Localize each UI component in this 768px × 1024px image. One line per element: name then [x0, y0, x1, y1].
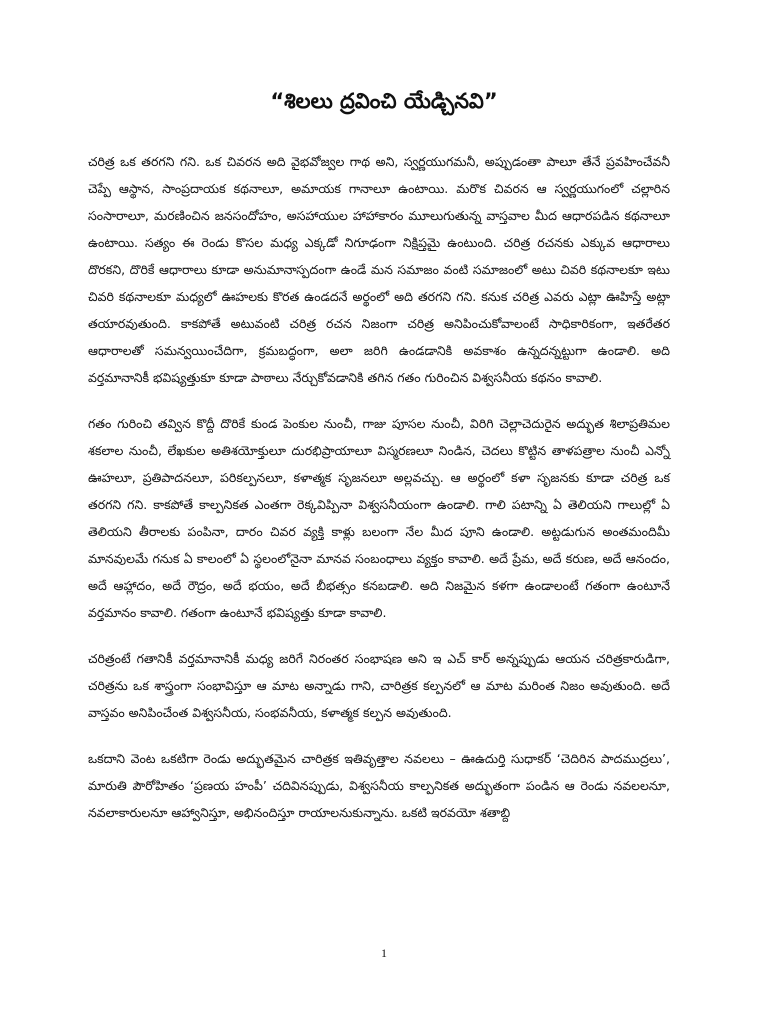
paragraph-3: చరిత్రంటే గతానికీ వర్తమానానికీ మధ్య జరిగే నిరంతర సంభాషణ అని ఇ ఎచ్ కార్ అన్నప్పుడు ఆయన చరిత్రకారుడిగా, చరిత్రను ఒక శాస్త్రంగా సంభావిస్తూ ఆ మాట అన్నాడు గాని, చారిత్రక కల్పనలో ఆ మాట మరింత నిజం అవుతుంది. అదే వాస్తవం అనిపించేంత విశ్వసనీయ, సంభవనీయ, కళాత్మక కల్పన అవుతుంది.	[88, 651, 670, 720]
document-title: “శిలలు ద్రవించి యేడ్చినవి”	[270, 89, 498, 113]
paragraph-2: గతం గురించి తవ్విన కొద్దీ దొరికే కుండ పెంకుల నుంచీ, గాజు పూసల నుంచీ, విరిగి చెల్లాచెదురైన అద్భుత శిలాప్రతిమల శకలాల నుంచీ, లేఖకుల అతిశయోక్తులూ దురభిప్రాయాలూ విస్మరణలూ నిండిన, చెదలు కొట్టిన తాళపత్రాల నుంచీ ఎన్నో ఊహలూ, ప్రతిపాదనలూ, పరికల్పనలూ, కళాత్మక సృజనలూ అల్లవచ్చు. ఆ అర్థంలో కళా సృజనకు కూడా చరిత్ర ఒక తరగని గని. కాకపోతే కాల్పనికత ఎంతగా రెక్కవిప్పినా విశ్వసనీయంగా ఉండాలి. గాలి పటాన్ని ఏ తెలియని గాలుల్లో ఏ తెలియని తీరాలకు పంపినా, దారం చివర వ్యక్తి కాళ్లు బలంగా నేల మీద పూని ఉండాలి. అట్టడుగున అంతమందిమీ మానవులమే గనుక ఏ కాలంలో ఏ స్థలంలోనైనా మానవ సంబంధాలు వ్యక్తం కావాలి. అదే ప్రేమ, అదే కరుణ, అదే ఆనందం, అదే ఆహ్లాదం, అదే రౌద్రం, అదే భయం, అదే బీభత్సం కనబడాలి. అది నిజమైన కళగా ఉండాలంటే గతంగా ఉంటూనే వర్తమానం కావాలి. గతంగా ఉంటూనే భవిష్యత్తు కూడా కావాలి.	[88, 416, 670, 620]
paragraph-4: ఒకదాని వెంట ఒకటిగా రెండు అద్భుతమైన చారిత్రక ఇతివృత్తాల నవలలు – ఊఉదుర్తి సుధాకర్ ‘చెదిరిన పాదముద్రలు’, మారుతి పౌరోహితం ‘ప్రణయ హంపీ’ చదివినప్పుడు, విశ్వసనీయ కాల్పనికత అద్భుతంగా పండిన ఆ రెండు నవలలనూ, నవలాకారులనూ ఆహ్వానిస్తూ, అభినందిస్తూ రాయాలనుకున్నాను. ఒకటి ఇరవయో శతాబ్ది	[88, 751, 670, 820]
document-body	[88, 148, 670, 845]
paragraph-1: చరిత్ర ఒక తరగని గని. ఒక చివరన అది వైభవోజ్వల గాథ అని, స్వర్ణయుగమనీ, అప్పుడంతా పాలూ తేనే ప్రవహించేవనీ చెప్పే ఆస్థాన, సాంప్రదాయక కథనాలూ, అమాయక గానాలూ ఉంటాయి. మరొక చివరన ఆ స్వర్ణయుగంలో చల్లారిన సంసారాలూ, మరణించిన జనసందోహం, అసహాయుల హాహాకారం మూలుగుతున్న వాస్తవాల మీద ఆధారపడిన కథనాలూ ఉంటాయి. సత్యం ఈ రెండు కొసల మధ్య ఎక్కడో నిగూఢంగా నిక్షిప్తమై ఉంటుంది. చరిత్ర రచనకు ఎక్కువ ఆధారాలు దొరకని, దొరికే ఆధారాలు కూడా అనుమానాస్పదంగా ఉండే మన సమాజం వంటి సమాజంలో అటు చివరి కథనాలకూ ఇటు చివరి కథనాలకూ మధ్యలో ఊహలకు కొరత ఉండదనే అర్థంలో అది తరగని గని. కనుక చరిత్ర ఎవరు ఎట్లా ఊహిస్తే అట్లా తయారవుతుంది. కాకపోతే అటువంటి చరిత్ర రచన నిజంగా చరిత్ర అనిపించుకోవాలంటే సాధికారికంగా, ఇతరేతర ఆధారాలతో సమన్వయించేదిగా, క్రమబద్ధంగా, అలా జరిగి ఉండడానికి అవకాశం ఉన్నదన్నట్టుగా ఉండాలి. అది వర్తమానానికీ భవిష్యత్తుకూ కూడా పాఠాలు నేర్చుకోవడానికి తగిన గతం గురించిన విశ్వసనీయ కథనం కావాలి.	[88, 154, 670, 385]
page-number: 1	[381, 946, 387, 960]
